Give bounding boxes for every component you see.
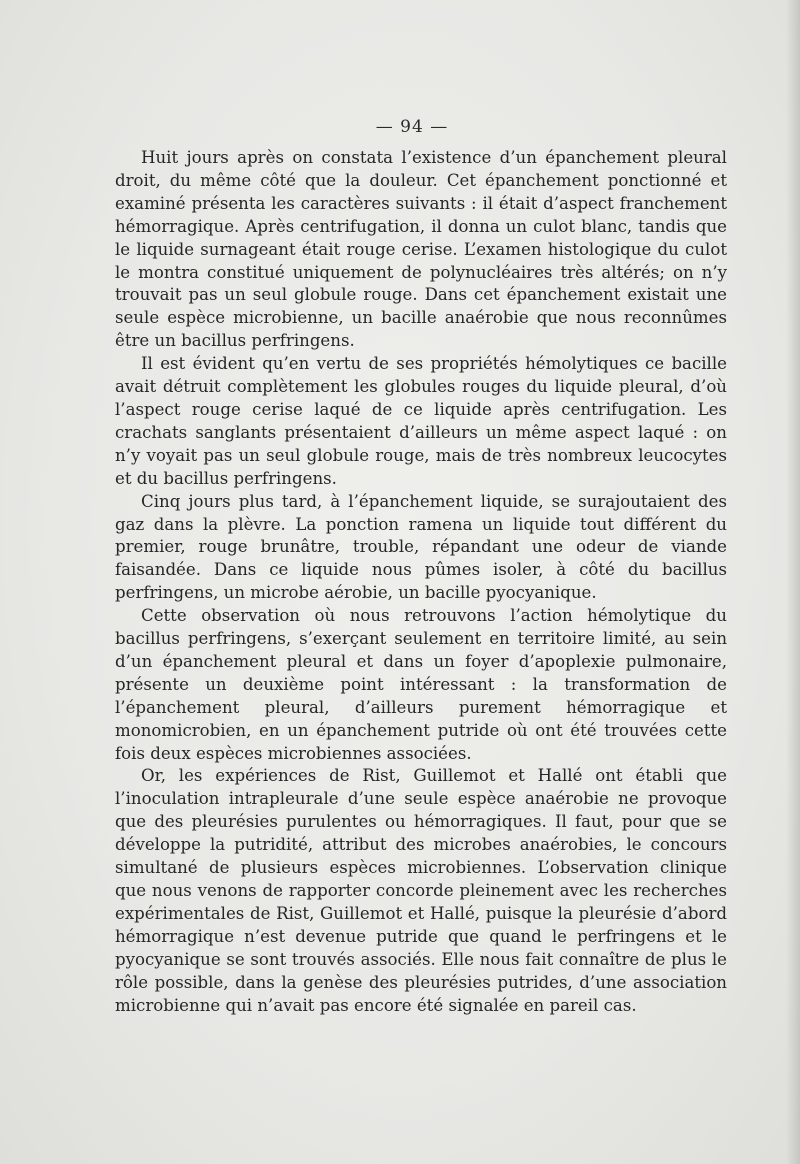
body-text bbox=[115, 147, 727, 1017]
paragraph: Or, les expériences de Rist, Guillemot et Hallé ont établi que l’inoculation intrapleurale d’une seule espèce anaérobie ne provoque que des pleurésies purulentes ou hémorragiques. Il faut, pour que se développe la putridité, attribut des microbes anaérobies, le concours simultané de plusieurs espèces microbiennes. L’observation clinique que nous venons de rapporter concorde pleinement avec les recherches expérimentales de Rist, Guillemot et Hallé, puisque la pleurésie d’abord hémorragique n’est devenue putride que quand le perfringens et le pyocyanique se sont trouvés associés. Elle nous fait connaître de plus le rôle possible, dans la genèse des pleurésies putrides, d’une association microbienne qui n’avait pas encore été signalée en pareil cas. bbox=[115, 766, 727, 1015]
paragraph: Cette observation où nous retrouvons l’action hémolytique du bacillus perfringens, s’exerçant seulement en territoire limité, au sein d’un épanchement pleural et dans un foyer d’apoplexie pulmonaire, présente un deuxième point intéressant : la transformation de l’épanchement pleural, d’ailleurs purement hémorragique et monomicrobien, en un épanchement putride où ont été trouvées cette fois deux espèces microbiennes associées. bbox=[115, 606, 727, 763]
paragraph: Huit jours après on constata l’existence d’un épanchement pleural droit, du même côté que la douleur. Cet épanchement ponctionné et examiné présenta les caractères suivants : il était d’aspect franchement hémorragique. Après centrifugation, il donna un culot blanc, tandis que le liquide surnageant était rouge cerise. L’examen histologique du culot le montra constitué uniquement de polynucléaires très altérés; on n’y trouvait pas un seul globule rouge. Dans cet épanchement existait une seule espèce microbienne, un bacille anaérobie que nous reconnûmes être un bacillus perfringens. bbox=[115, 148, 727, 351]
page-edge-shadow bbox=[786, 0, 800, 1164]
paragraph: Cinq jours plus tard, à l’épanchement liquide, se surajoutaient des gaz dans la plèvre. La ponction ramena un liquide tout différent du premier, rouge brunâtre, trouble, répandant une odeur de viande faisandée. Dans ce liquide nous pûmes isoler, à côté du bacillus perfringens, un microbe aérobie, un bacille pyocyanique. bbox=[115, 491, 727, 603]
paragraph: Il est évident qu’en vertu de ses propriétés hémolytiques ce bacille avait détruit complètement les globules rouges du liquide pleural, d’où l’aspect rouge cerise laqué de ce liquide après centrifugation. Les crachats sanglants présentaient d’ailleurs un même aspect laqué : on n’y voyait pas un seul globule rouge, mais de très nombreux leucocytes et du bacillus perfringens. bbox=[115, 354, 727, 488]
page-number: — 94 — bbox=[375, 117, 449, 137]
